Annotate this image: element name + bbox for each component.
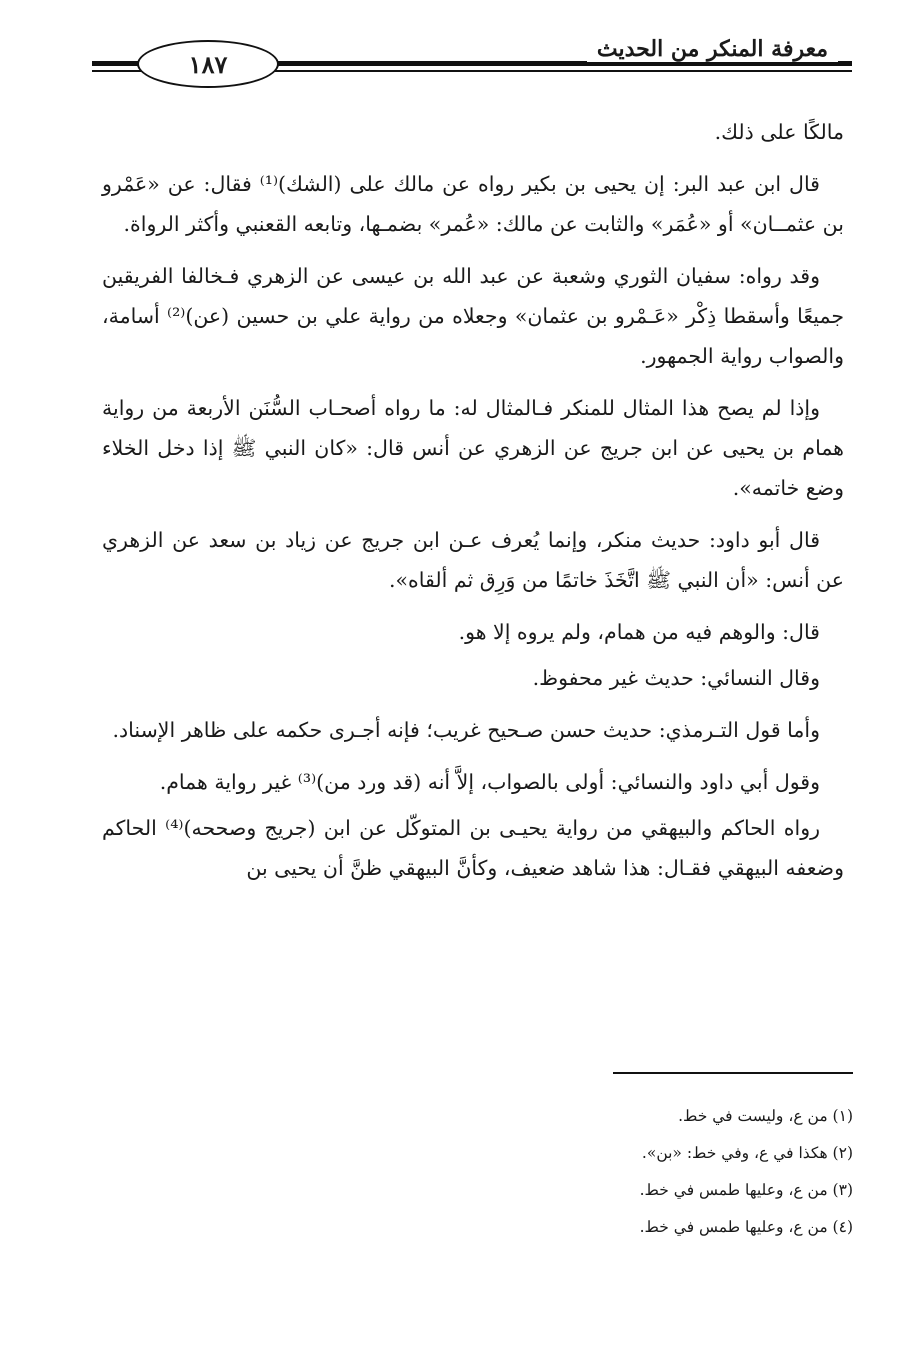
footnotes [253,1098,853,1246]
paragraph: قال ابن عبد البر: إن يحيى بن بكير رواه عن مالك على (الشك)⁽¹⁾ فقال: عن «عَمْرو بن عثمــان» أو «عُمَر» والثابت عن مالك: «عُمر» بضمـها، وتابعه القعنبي وأكثر الرواة. [102,172,844,236]
footnote: (١) من ع، وليست في خط. [678,1107,853,1125]
footnote: (٤) من ع، وعليها طمس في خط. [639,1218,853,1236]
paragraph: وقد رواه: سفيان الثوري وشعبة عن عبد الله بن عيسى عن الزهري فـخالفا الفريقين جميعًا وأسقطا ذِكْر «عَـمْرو بن عثمان» وجعلاه من رواية علي بن حسين (عن)⁽²⁾ أسامة، والصواب رواية الجمهور. [102,264,844,368]
running-header [92,28,852,98]
page-number: ١٨٧ [137,40,279,88]
footnote-divider [613,1072,853,1074]
paragraph: وإذا لم يصح هذا المثال للمنكر فـالمثال له: ما رواه أصحـاب السُّنَن الأربعة من رواية همام بن يحيى عن ابن جريج عن الزهري عن أنس قال: «كان النبي ﷺ إذا دخل الخلاء وضع خاتمه». [102,396,844,500]
footnote: (٢) هكذا في ع، وفي خط: «بن». [641,1144,853,1162]
paragraph: قال أبو داود: حديث منكر، وإنما يُعرف عـن ابن جريج عن زياد بن سعد عن الزهري عن أنس: «أن النبي ﷺ اتَّخَذَ خاتمًا من وَرِق ثم ألقاه». [102,528,844,592]
paragraph: قال: والوهم فيه من همام، ولم يروه إلا هو. [458,620,820,644]
paragraph: وقال النسائي: حديث غير محفوظ. [532,666,820,690]
paragraph: رواه الحاكم والبيهقي من رواية يحيـى بن المتوكّل عن ابن (جريج وصححه)⁽⁴⁾ الحاكم وضعفه البيهقي فقـال: هذا شاهد ضعيف، وكأنَّ البيهقي ظنَّ أن يحيى بن [102,816,844,880]
main-text [102,112,844,900]
footnote: (٣) من ع، وعليها طمس في خط. [639,1181,853,1199]
paragraph: وقول أبي داود والنسائي: أولى بالصواب، إلاَّ أنه (قد ورد من)⁽³⁾ غير رواية همام. [159,770,820,794]
paragraph: مالكًا على ذلك. [714,120,844,144]
paragraph: وأما قول التـرمذي: حديث حسن صـحيح غريب؛ فإنه أجـرى حكمه على ظاهر الإسناد. [112,718,820,742]
running-title: معرفة المنكر من الحديث [587,36,838,62]
